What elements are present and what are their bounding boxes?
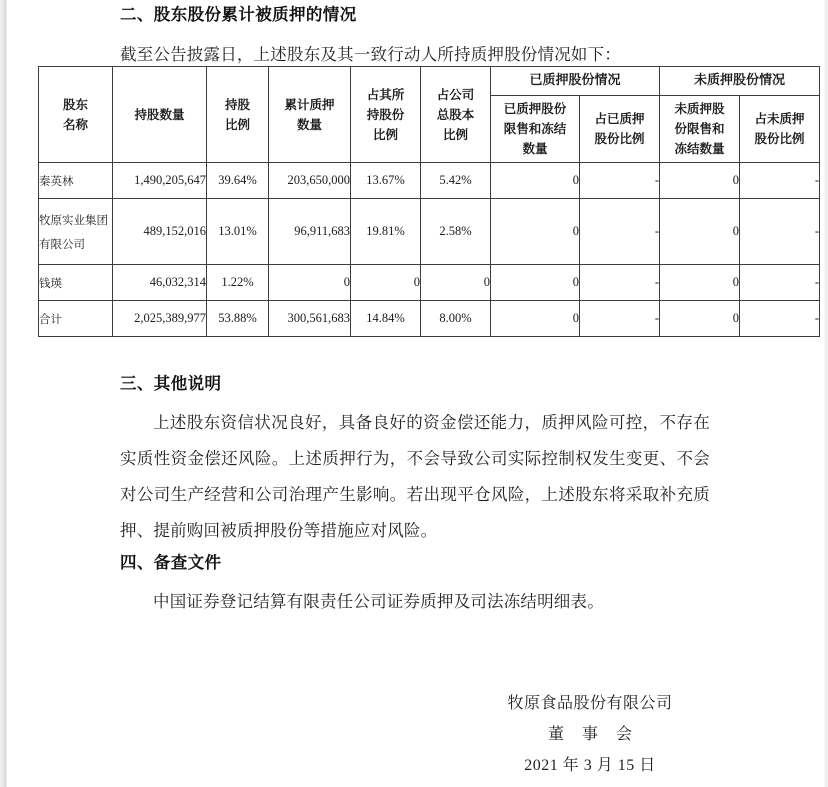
- cell-pledged-restricted-frozen: 0: [491, 199, 580, 265]
- cell-pct-of-unpledged: -: [740, 199, 820, 265]
- col-header-pct-of-pledged-line1: 占已质押: [594, 111, 645, 126]
- col-header-cumulative-pledged: [269, 67, 351, 163]
- col-header-shares-held: [113, 67, 207, 163]
- cell-shareholder-name: 秦英林: [39, 163, 113, 199]
- group-header-pledged: 已质押股份情况: [491, 67, 660, 96]
- cell-holding-ratio: 13.01%: [207, 199, 269, 265]
- section-heading-four: 四、备查文件: [120, 553, 222, 572]
- cell-pct-of-own-holding: 0: [351, 265, 421, 301]
- signature-company-name: 牧原食品股份有限公司: [507, 695, 673, 712]
- col-header-shareholder-name-line2: 名称: [62, 116, 88, 132]
- table-intro-text: 截至公告披露日，上述股东及其一致行动人所持质押股份情况如下：: [120, 45, 621, 64]
- col-header-cumulative-pledged-line1: 累计质押: [284, 96, 335, 112]
- cell-pledged-restricted-frozen: 0: [491, 265, 580, 301]
- cell-holding-ratio: 1.22%: [207, 265, 269, 301]
- section-heading-two: 二、股东股份累计被质押的情况: [120, 5, 357, 24]
- col-header-unpledged-restricted-frozen-line2: 份限售和: [674, 121, 725, 136]
- col-header-pct-of-own-holding: [351, 67, 421, 163]
- col-header-pledged-restricted-frozen: [491, 96, 580, 163]
- cell-shares-held: 2,025,389,977: [113, 301, 207, 337]
- cell-cumulative-pledged: 203,650,000: [269, 163, 351, 199]
- col-header-pct-of-own-holding-line3: 比例: [372, 126, 398, 142]
- col-header-pct-of-pledged-line2: 股份比例: [594, 131, 645, 146]
- cell-pct-of-unpledged: -: [740, 265, 820, 301]
- col-header-pct-of-own-holding-line2: 持股份: [366, 106, 405, 122]
- table-body: [39, 163, 820, 337]
- col-header-pledged-restricted-frozen-line2: 限售和冻结: [503, 121, 567, 136]
- col-header-pledged-restricted-frozen-line1: 已质押股份: [503, 101, 567, 116]
- cell-unpledged-restricted-frozen: 0: [660, 301, 740, 337]
- col-header-cumulative-pledged-line2: 数量: [296, 116, 322, 132]
- cell-pct-of-total-capital: 8.00%: [421, 301, 491, 337]
- cell-pct-of-unpledged: -: [740, 163, 820, 199]
- cell-pct-of-pledged: -: [580, 163, 660, 199]
- cell-holding-ratio: 53.88%: [207, 301, 269, 337]
- cell-cumulative-pledged: 0: [269, 265, 351, 301]
- signature-date: 2021 年 3 月 15 日: [524, 757, 656, 774]
- other-explanation-paragraph: 上述股东资信状况良好，具备良好的资金偿还能力，质押风险可控，不存在实质性资金偿还风险。上述质押行为，不会导致公司实际控制权发生变更、不会对公司生产经营和公司治理产生影响。若出现平仓风险，上述股东将采取补充质押、提前购回被质押股份等措施应对风险。: [120, 413, 710, 540]
- col-header-pct-of-total-capital: [421, 67, 491, 163]
- cell-pct-of-own-holding: 13.67%: [351, 163, 421, 199]
- cell-holding-ratio: 39.64%: [207, 163, 269, 199]
- col-header-unpledged-restricted-frozen-line1: 未质押股: [674, 101, 725, 116]
- col-header-pct-of-total-capital-line2: 总股本: [436, 106, 475, 122]
- cell-shareholder-name: 合计: [39, 301, 113, 337]
- cell-shares-held: 489,152,016: [113, 199, 207, 265]
- cell-shareholder-name: 钱瑛: [39, 265, 113, 301]
- cell-pct-of-own-holding: 14.84%: [351, 301, 421, 337]
- col-header-unpledged-restricted-frozen-line3: 冻结数量: [674, 141, 725, 156]
- cell-pct-of-total-capital: 5.42%: [421, 163, 491, 199]
- col-header-holding-ratio-line1: 持股: [224, 96, 250, 112]
- col-header-pct-of-unpledged-line1: 占未质押: [754, 111, 805, 126]
- col-header-pledged-restricted-frozen-line3: 数量: [522, 141, 548, 156]
- pledged-shares-table: [38, 66, 820, 337]
- page-edge-shadow-left: [0, 0, 7, 787]
- signature-board: 董 事 会: [547, 726, 639, 743]
- group-header-unpledged: 未质押股份情况: [660, 67, 820, 96]
- cell-shareholder-name: 牧原实业集团有限公司: [39, 199, 113, 265]
- cell-pct-of-own-holding: 19.81%: [351, 199, 421, 265]
- page-edge-shadow-right: [824, 0, 828, 787]
- col-header-pct-of-unpledged-line2: 股份比例: [754, 131, 805, 146]
- cell-pledged-restricted-frozen: 0: [491, 163, 580, 199]
- table-row: [39, 199, 820, 265]
- cell-unpledged-restricted-frozen: 0: [660, 265, 740, 301]
- cell-pct-of-unpledged: -: [740, 301, 820, 337]
- cell-cumulative-pledged: 300,561,683: [269, 301, 351, 337]
- cell-pct-of-pledged: -: [580, 301, 660, 337]
- table-row-total: [39, 301, 820, 337]
- cell-unpledged-restricted-frozen: 0: [660, 163, 740, 199]
- col-header-holding-ratio-line2: 比例: [224, 116, 250, 132]
- table-header-row-1: [39, 67, 820, 96]
- reference-documents-paragraph: 中国证券登记结算有限责任公司证券质押及司法冻结明细表。: [153, 592, 604, 611]
- table-header: [39, 67, 820, 163]
- cell-cumulative-pledged: 96,911,683: [269, 199, 351, 265]
- col-header-pct-of-own-holding-line1: 占其所: [366, 86, 405, 102]
- col-header-pct-of-total-capital-line1: 占公司: [436, 86, 475, 102]
- col-header-pct-of-total-capital-line3: 比例: [442, 126, 468, 142]
- cell-unpledged-restricted-frozen: 0: [660, 199, 740, 265]
- col-header-pct-of-pledged: [580, 96, 660, 163]
- cell-shares-held: 1,490,205,647: [113, 163, 207, 199]
- col-header-shares-held-label: 持股数量: [134, 106, 185, 122]
- table-row: [39, 163, 820, 199]
- col-header-shareholder-name: [39, 67, 113, 163]
- cell-pct-of-total-capital: 0: [421, 265, 491, 301]
- cell-shares-held: 46,032,314: [113, 265, 207, 301]
- col-header-pct-of-unpledged: [740, 96, 820, 163]
- table-row: [39, 265, 820, 301]
- cell-pledged-restricted-frozen: 0: [491, 301, 580, 337]
- pledged-shares-table-container: [38, 66, 820, 337]
- cell-pct-of-pledged: -: [580, 265, 660, 301]
- cell-pct-of-total-capital: 2.58%: [421, 199, 491, 265]
- col-header-holding-ratio: [207, 67, 269, 163]
- cell-pct-of-pledged: -: [580, 199, 660, 265]
- col-header-unpledged-restricted-frozen: [660, 96, 740, 163]
- section-heading-three: 三、其他说明: [120, 374, 222, 393]
- signature-block: [430, 688, 750, 781]
- col-header-shareholder-name-line1: 股东: [62, 96, 88, 112]
